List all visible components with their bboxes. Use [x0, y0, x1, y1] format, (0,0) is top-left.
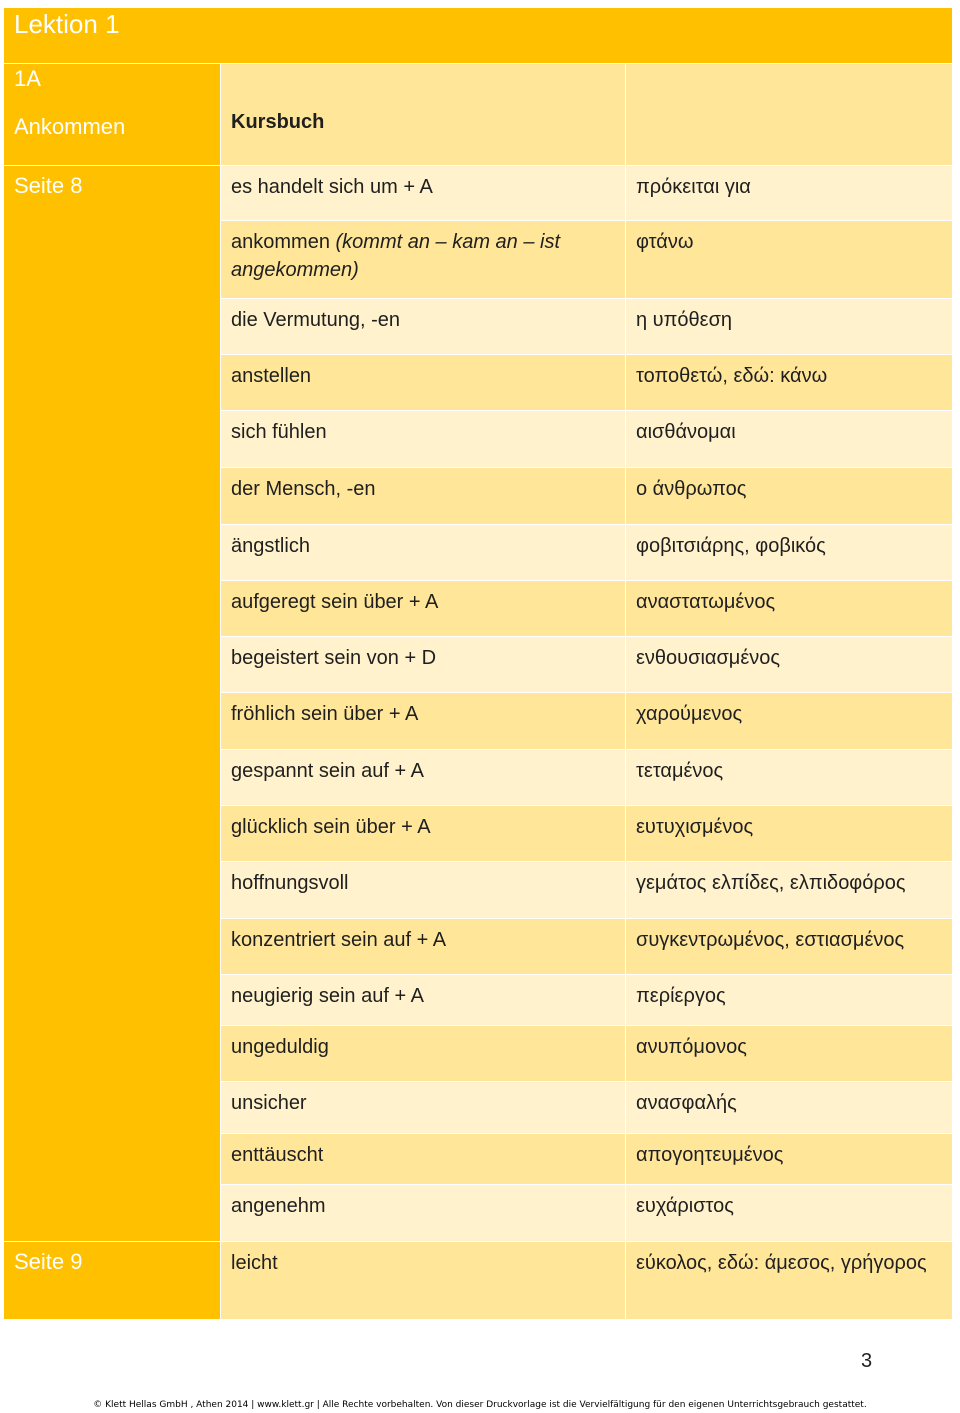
- page-number: 3: [861, 1350, 873, 1372]
- vocabulary-rows: [4, 166, 953, 1320]
- table-row: [4, 166, 953, 221]
- german-term: [231, 750, 625, 785]
- german-term: [231, 919, 625, 954]
- lesson-title-row: [4, 8, 953, 64]
- german-term-text: aufgeregt sein über + A: [231, 591, 439, 613]
- german-term: [231, 411, 625, 446]
- greek-translation: γεμάτος ελπίδες, ελπιδοφόρος: [636, 872, 906, 894]
- german-term-text: sich fühlen: [231, 421, 327, 443]
- german-term-text: konzentriert sein auf + A: [231, 929, 447, 951]
- german-term-text: ängstlich: [231, 535, 310, 557]
- lesson-title: Lektion 1: [14, 9, 120, 39]
- greek-translation: συγκεντρωμένος, εστιασμένος: [636, 929, 905, 951]
- german-term-text: ankommen: [231, 231, 330, 253]
- german-term-text: leicht: [231, 1252, 278, 1274]
- german-term-text: der Mensch, -en: [231, 478, 376, 500]
- german-term: [231, 525, 625, 560]
- greek-translation: η υπόθεση: [636, 309, 733, 331]
- greek-translation: χαρούμενος: [636, 703, 743, 725]
- german-term: [231, 975, 625, 1010]
- german-term-text: es handelt sich um + A: [231, 176, 433, 198]
- greek-translation: ο άνθρωπος: [636, 478, 747, 500]
- german-term: [231, 581, 625, 616]
- german-term: [231, 693, 625, 728]
- section-header: Kursbuch: [231, 111, 325, 133]
- german-term-text: gespannt sein auf + A: [231, 760, 424, 782]
- german-term-text: die Vermutung, -en: [231, 309, 400, 331]
- greek-translation: περίεργος: [636, 985, 726, 1007]
- german-term: [231, 1026, 625, 1061]
- greek-translation: φοβιτσιάρης, φοβικός: [636, 535, 826, 557]
- vocabulary-table: [3, 7, 953, 1320]
- greek-translation: αισθάνομαι: [636, 421, 736, 443]
- footer-copyright: © Klett Hellas GmbH , Athen 2014 | www.klett.gr | Alle Rechte vorbehalten. Von dieser Druckvorlage ist die Vervielfältigung für den eigenen Unterrichtsgebrauch gestattet.: [93, 1400, 867, 1410]
- page-label: Seite 9: [14, 1249, 83, 1274]
- german-term: [231, 468, 625, 503]
- greek-translation: αναστατωμένος: [636, 591, 776, 613]
- german-term: [231, 221, 625, 284]
- unit-name: Ankommen: [14, 114, 126, 139]
- greek-translation: ενθουσιασμένος: [636, 647, 780, 669]
- german-term: [231, 166, 625, 201]
- unit-header-row: [4, 64, 953, 166]
- greek-translation: ανασφαλής: [636, 1092, 737, 1114]
- german-term: [231, 1185, 625, 1220]
- greek-translation: ευτυχισμένος: [636, 816, 754, 838]
- table-row: [4, 1242, 953, 1320]
- german-term: [231, 1242, 625, 1277]
- greek-translation: φτάνω: [636, 231, 694, 253]
- greek-translation: ανυπόμονος: [636, 1036, 747, 1058]
- greek-translation: πρόκειται για: [636, 176, 751, 198]
- german-term-text: ungeduldig: [231, 1036, 329, 1058]
- unit-id: 1A: [14, 66, 41, 91]
- greek-translation: τοποθετώ, εδώ: κάνω: [636, 365, 828, 387]
- german-term-forms: (kommt an – kam an – ist angekommen): [231, 231, 561, 281]
- page-label: Seite 8: [14, 173, 83, 198]
- german-term-text: glücklich sein über + A: [231, 816, 431, 838]
- greek-translation: τεταμένος: [636, 760, 724, 782]
- german-term-text: enttäuscht: [231, 1144, 324, 1166]
- german-term-text: fröhlich sein über + A: [231, 703, 419, 725]
- german-term: [231, 806, 625, 841]
- german-term: [231, 1082, 625, 1117]
- greek-translation: εύκολος, εδώ: άμεσος, γρήγορος: [636, 1252, 927, 1274]
- german-term-text: unsicher: [231, 1092, 307, 1114]
- german-term-text: begeistert sein von + D: [231, 647, 437, 669]
- german-term-text: hoffnungsvoll: [231, 872, 349, 894]
- greek-translation: ευχάριστος: [636, 1195, 734, 1217]
- german-term-text: neugierig sein auf + A: [231, 985, 424, 1007]
- greek-translation: απογοητευμένος: [636, 1144, 784, 1166]
- german-term: [231, 862, 625, 897]
- german-term: [231, 355, 625, 390]
- german-term-text: anstellen: [231, 365, 312, 387]
- german-term: [231, 1134, 625, 1169]
- german-term: [231, 299, 625, 334]
- german-term: [231, 637, 625, 672]
- german-term-text: angenehm: [231, 1195, 326, 1217]
